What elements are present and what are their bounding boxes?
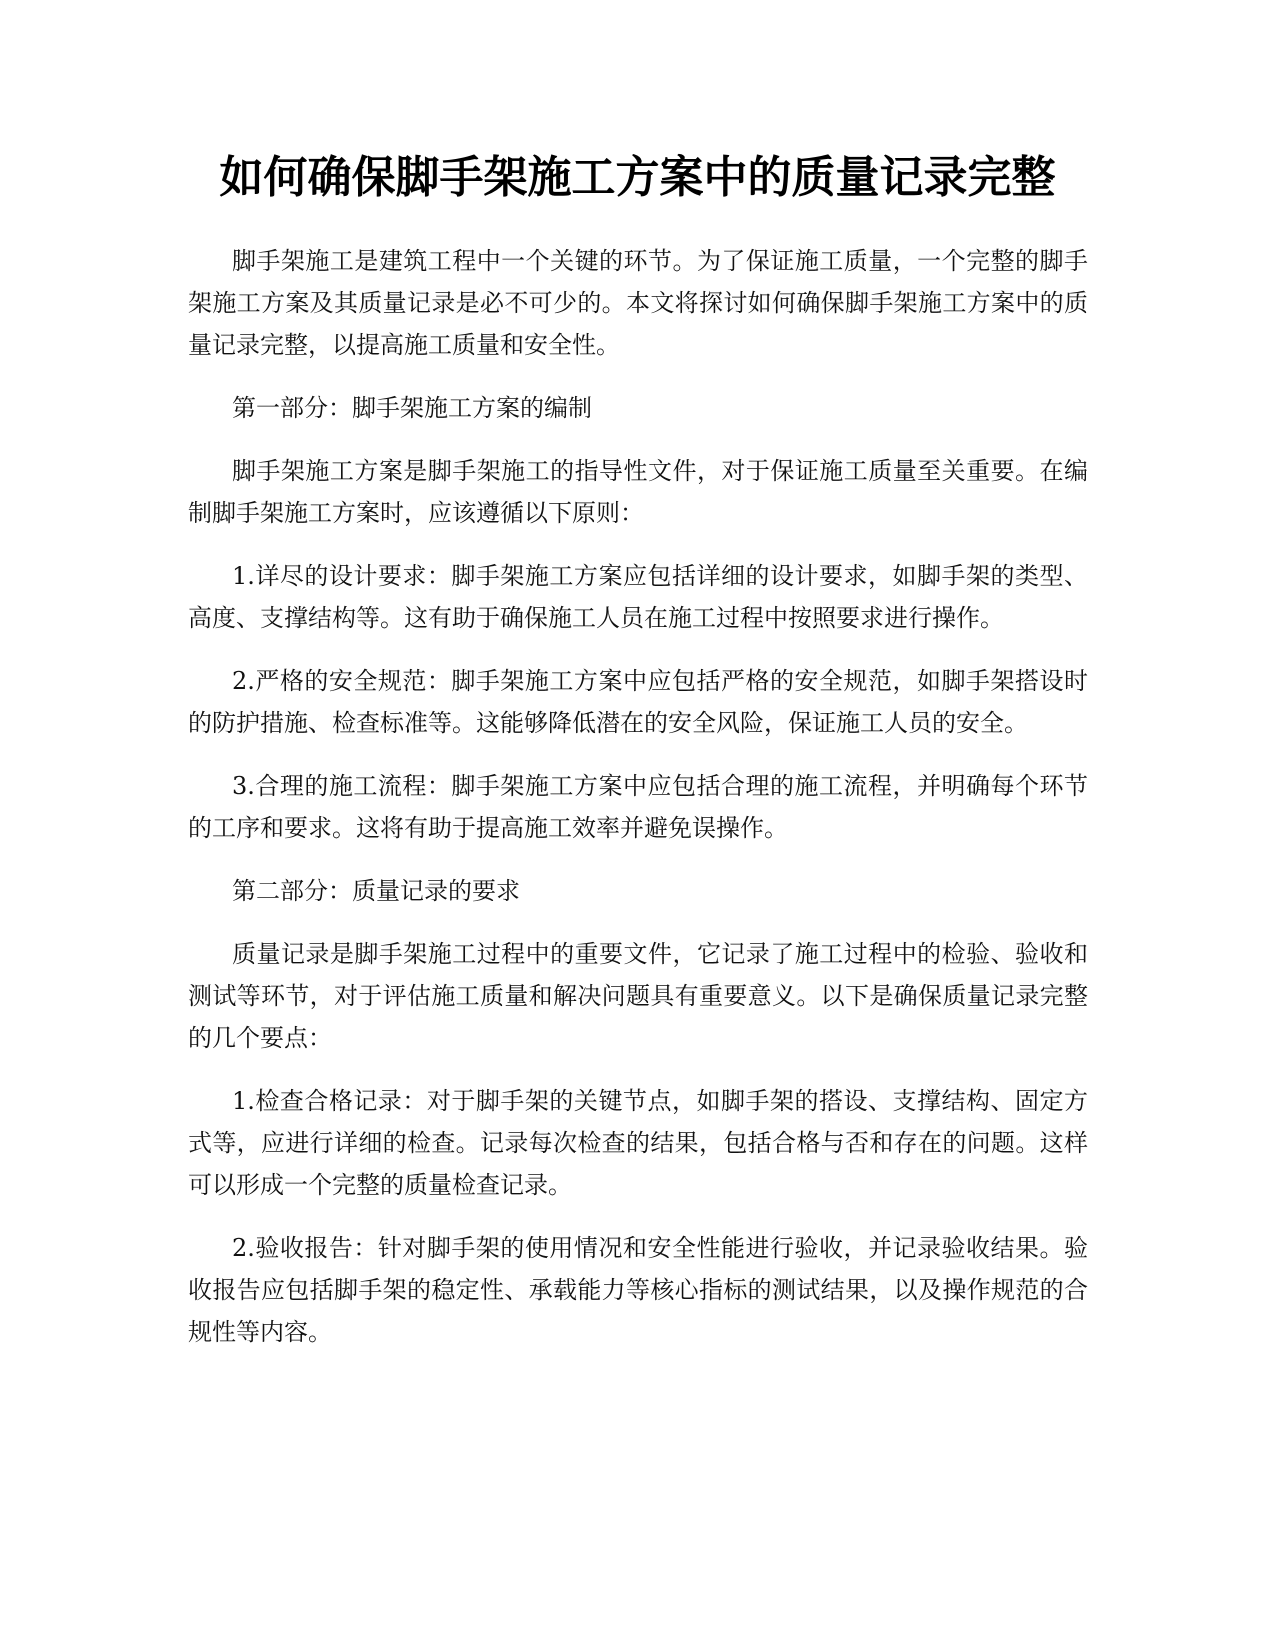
section-heading-part-one: 第一部分：脚手架施工方案的编制 <box>232 394 592 422</box>
list-item-design-requirements: 1.详尽的设计要求：脚手架施工方案应包括详细的设计要求，如脚手架的类型、高度、支撑结构等。这有助于确保施工人员在施工过程中按照要求进行操作。 <box>188 562 1088 632</box>
paragraph-intro: 脚手架施工是建筑工程中一个关键的环节。为了保证施工质量，一个完整的脚手架施工方案及其质量记录是必不可少的。本文将探讨如何确保脚手架施工方案中的质量记录完整，以提高施工质量和安全性。 <box>188 247 1088 359</box>
paragraph-quality-records: 质量记录是脚手架施工过程中的重要文件，它记录了施工过程中的检验、验收和测试等环节，对于评估施工质量和解决问题具有重要意义。以下是确保质量记录完整的几个要点： <box>188 940 1088 1052</box>
section-heading-part-two: 第二部分：质量记录的要求 <box>232 877 520 905</box>
list-item-construction-process: 3.合理的施工流程：脚手架施工方案中应包括合理的施工流程，并明确每个环节的工序和要求。这将有助于提高施工效率并避免误操作。 <box>188 772 1088 842</box>
list-item-acceptance-report: 2.验收报告：针对脚手架的使用情况和安全性能进行验收，并记录验收结果。验收报告应包括脚手架的稳定性、承载能力等核心指标的测试结果，以及操作规范的合规性等内容。 <box>188 1234 1088 1346</box>
list-item-inspection-records: 1.检查合格记录：对于脚手架的关键节点，如脚手架的搭设、支撑结构、固定方式等，应进行详细的检查。记录每次检查的结果，包括合格与否和存在的问题。这样可以形成一个完整的质量检查记录。 <box>188 1087 1088 1199</box>
document-body <box>188 240 1088 1374</box>
list-item-safety-standards: 2.严格的安全规范：脚手架施工方案中应包括严格的安全规范，如脚手架搭设时的防护措施、检查标准等。这能够降低潜在的安全风险，保证施工人员的安全。 <box>188 667 1088 737</box>
paragraph-plan-principles: 脚手架施工方案是脚手架施工的指导性文件，对于保证施工质量至关重要。在编制脚手架施工方案时，应该遵循以下原则： <box>188 457 1088 527</box>
document-title: 如何确保脚手架施工方案中的质量记录完整 <box>219 152 1056 203</box>
